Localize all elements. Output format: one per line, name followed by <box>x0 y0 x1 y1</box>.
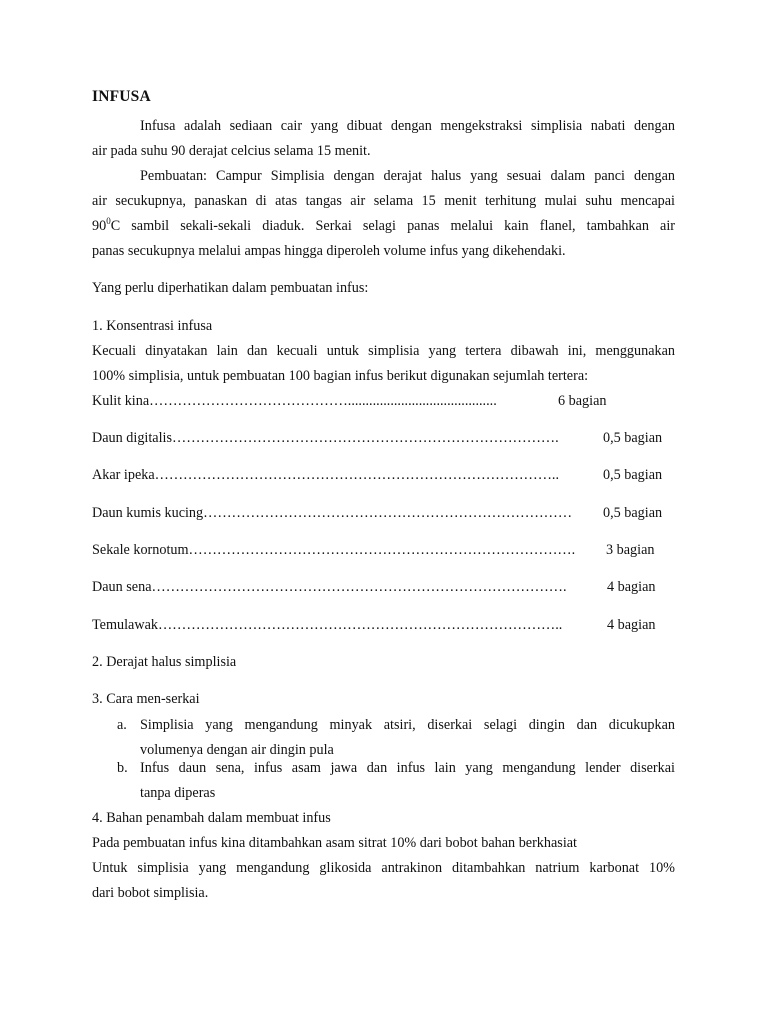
list-item <box>92 578 566 596</box>
pembuatan-line-3-text: C sambil sekali-sekali diaduk. Serkai selagi panas melalui kain flanel, tambahkan air <box>110 218 675 234</box>
intro-line-2: air pada suhu 90 derajat celcius selama 15 menit. <box>92 143 371 159</box>
item-leader-dots: ………………………………………………………………………. <box>172 430 559 446</box>
perlu-text: Yang perlu diperhatikan dalam pembuatan infus: <box>92 280 369 296</box>
pembuatan-line-1: Pembuatan: Campur Simplisia dengan derajat halus yang sesuai dalam panci dengan <box>140 168 675 184</box>
item-value: 4 bagian <box>607 617 656 633</box>
section1-line-1: Kecuali dinyatakan lain dan kecuali untuk simplisia yang tertera dibawah ini, menggunakan <box>92 343 675 359</box>
item-value: 6 bagian <box>558 393 607 409</box>
item-name: Kulit kina <box>92 393 150 409</box>
item-name: Daun sena <box>92 579 152 595</box>
item-value: 0,5 bagian <box>603 430 663 446</box>
item-name: Daun digitalis <box>92 430 172 446</box>
item-value: 0,5 bagian <box>603 505 663 521</box>
section1-heading: 1. Konsentrasi infusa <box>92 318 213 334</box>
item-value: 0,5 bagian <box>603 467 663 483</box>
intro-line-1: Infusa adalah sediaan cair yang dibuat dengan mengekstraksi simplisia nabati dengan <box>140 118 675 134</box>
list-item <box>92 541 575 559</box>
section4-line-3: dari bobot simplisia. <box>92 885 209 901</box>
section3-b-line-2: tanpa diperas <box>140 785 216 801</box>
item-value: 4 bagian <box>607 579 656 595</box>
document-title: INFUSA <box>92 88 151 105</box>
list-item <box>92 616 562 634</box>
degree-superscript: 0 <box>106 216 111 226</box>
section3-b-line-1: Infus daun sena, infus asam jawa dan infus lain yang mengandung lender diserkai <box>140 760 675 776</box>
list-item <box>92 392 497 410</box>
section4-line-1: Pada pembuatan infus kina ditambahkan asam sitrat 10% dari bobot bahan berkhasiat <box>92 835 577 851</box>
item-leader-dots: …………………………………………………………………… <box>203 505 572 521</box>
item-name: Akar ipeka <box>92 467 155 483</box>
temperature-value: 90 <box>92 218 107 234</box>
item-value: 3 bagian <box>606 542 655 558</box>
item-name: Sekale kornotum <box>92 542 189 558</box>
item-name: Temulawak <box>92 617 158 633</box>
section3-heading: 3. Cara men-serkai <box>92 691 200 707</box>
list-marker-b: b. <box>117 760 128 776</box>
list-item <box>92 429 559 447</box>
item-leader-dots: ………………………………………………………………………. <box>188 542 576 558</box>
item-leader-dots: ………………………………………………………………………….. <box>154 467 559 483</box>
pembuatan-line-4: panas secukupnya melalui ampas hingga diperoleh volume infus yang dikehendaki. <box>92 243 566 259</box>
list-item <box>92 504 572 522</box>
section4-heading: 4. Bahan penambah dalam membuat infus <box>92 810 331 826</box>
item-leader-dots: ………………………………………………………………………….. <box>157 617 563 633</box>
item-leader-dots: …………………………………….......................................... <box>149 393 497 409</box>
pembuatan-line-3 <box>92 217 675 235</box>
section2-heading: 2. Derajat halus simplisia <box>92 654 237 670</box>
section3-a-line-1: Simplisia yang mengandung minyak atsiri, diserkai selagi dingin dan dicukupkan <box>140 717 675 733</box>
item-name: Daun kumis kucing <box>92 505 204 521</box>
list-marker-a: a. <box>117 717 127 733</box>
section3-a-line-2: volumenya dengan air dingin pula <box>140 742 334 758</box>
section4-line-2: Untuk simplisia yang mengandung glikosida antrakinon ditambahkan natrium karbonat 10% <box>92 860 675 876</box>
pembuatan-line-2: air secukupnya, panaskan di atas tangas air selama 15 menit terhitung mulai suhu mencapai <box>92 193 675 209</box>
section1-line-2: 100% simplisia, untuk pembuatan 100 bagian infus berikut digunakan sejumlah tertera: <box>92 368 589 384</box>
list-item <box>92 466 559 484</box>
item-leader-dots: ……………………………………………………………………………. <box>151 579 567 595</box>
